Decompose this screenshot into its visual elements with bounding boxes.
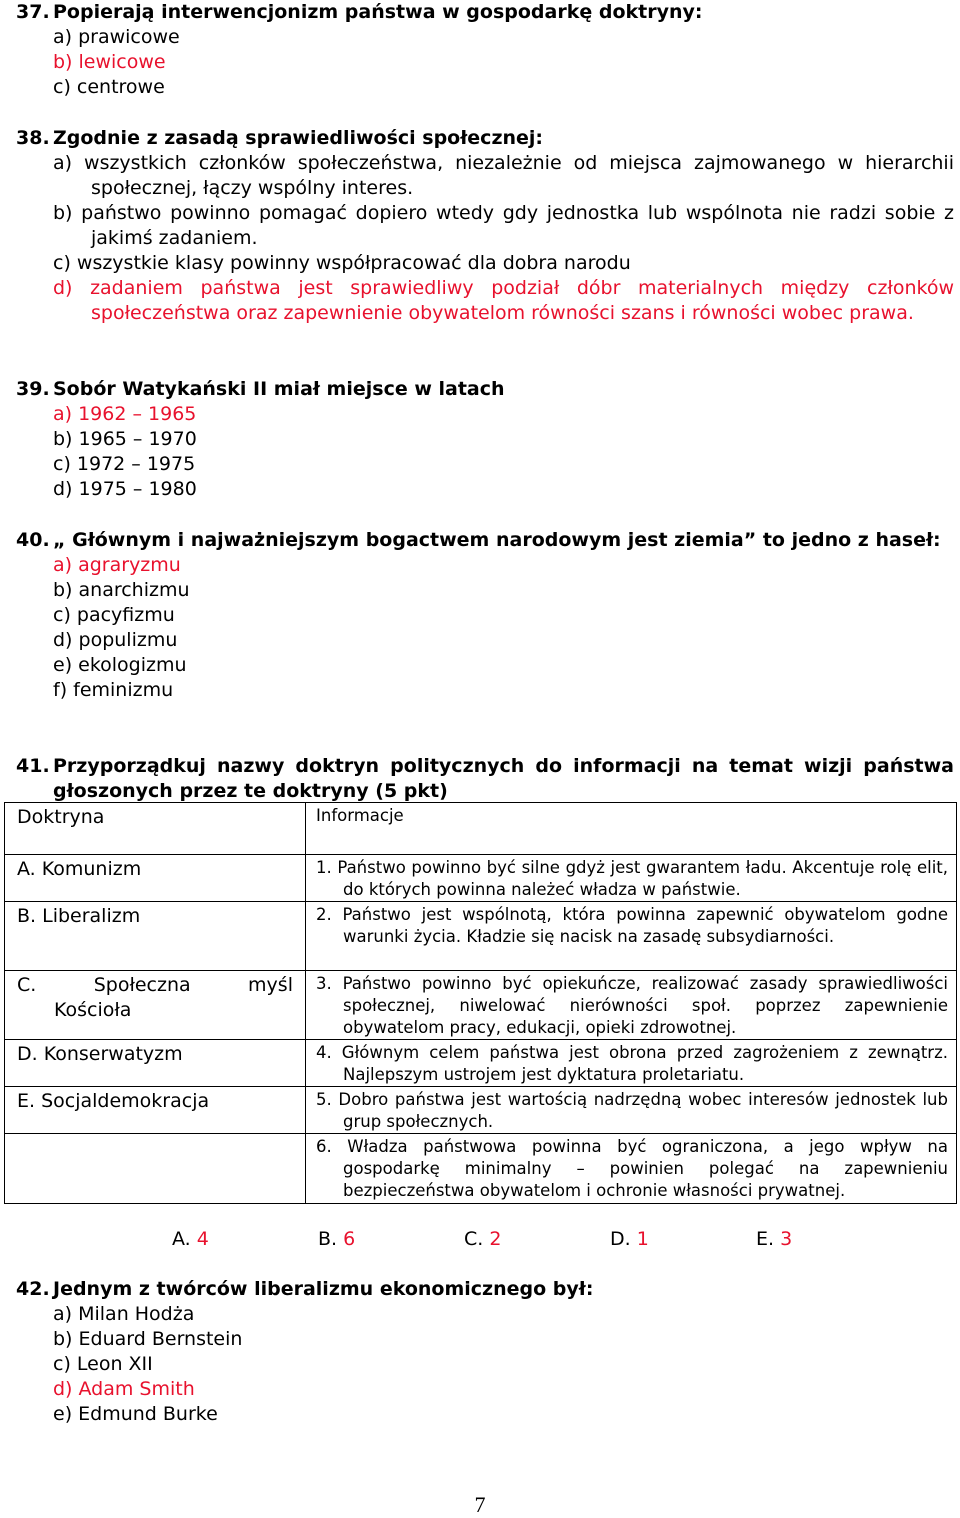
answer-value: 6 — [343, 1228, 356, 1250]
question-number: 40. — [16, 529, 50, 551]
option-d-correct: d) zadaniem państwa jest sprawiedliwy podział dóbr materialnych między członków społeczeństwa oraz zapewnienie obywatelom równości szans i równości wobec prawa. — [53, 277, 954, 324]
option-b: b) Eduard Bernstein — [53, 1328, 243, 1350]
answer-b: B. 6 — [318, 1228, 356, 1250]
table-row — [5, 1087, 957, 1134]
option-c: c) 1972 – 1975 — [53, 453, 196, 475]
doctrine-c-word2: myśl — [248, 974, 293, 996]
option-a: a) Milan Hodża — [53, 1303, 195, 1325]
answer-e: E. 3 — [756, 1228, 793, 1250]
question-39 — [16, 377, 954, 502]
question-38 — [16, 126, 954, 326]
question-41 — [16, 754, 954, 804]
table-header-row — [5, 803, 957, 855]
column-header-doctrine: Doktryna — [5, 803, 306, 855]
table-row — [5, 1040, 957, 1087]
option-b: b) 1965 – 1970 — [53, 428, 197, 450]
doctrine-cell: D. Konserwatyzm — [5, 1040, 306, 1087]
info-cell: 1. Państwo powinno być silne gdyż jest gwarantem ładu. Akcentuje rolę elit, do których powinna należeć władza w państwie. — [316, 858, 948, 899]
option-a: a) wszystkich członków społeczeństwa, niezależnie od miejsca zajmowanego w hierarchii społecznej, łączy wspólny interes. — [53, 152, 954, 199]
question-title: Popierają interwencjonizm państwa w gospodarkę doktryny: — [53, 1, 703, 23]
option-b: b) anarchizmu — [53, 579, 190, 601]
option-c: c) centrowe — [53, 76, 165, 98]
answer-d: D. 1 — [610, 1228, 649, 1250]
question-number: 41. — [16, 755, 50, 777]
page-number: 7 — [474, 1492, 486, 1517]
option-c: c) Leon XII — [53, 1353, 153, 1375]
option-e: e) Edmund Burke — [53, 1403, 218, 1425]
option-a-correct: a) agraryzmu — [53, 554, 181, 576]
table-row — [5, 902, 957, 971]
option-a-correct: a) 1962 – 1965 — [53, 403, 197, 425]
table-row — [5, 1134, 957, 1204]
option-c: c) wszystkie klasy powinny współpracować dla dobra narodu — [53, 252, 631, 274]
question-title: „ Głównym i najważniejszym bogactwem narodowym jest ziemia” to jedno z haseł: — [53, 529, 941, 551]
answer-value: 1 — [636, 1228, 649, 1250]
doctrine-c-word1: Społeczna — [93, 974, 191, 996]
answer-a: A. 4 — [172, 1228, 209, 1250]
doctrine-cell: A. Komunizm — [5, 855, 306, 902]
question-title: Przyporządkuj nazwy doktryn politycznych do informacji na temat wizji państwa głoszonych przez te doktryny (5 pkt) — [53, 755, 954, 802]
question-title: Jednym z twórców liberalizmu ekonomicznego był: — [53, 1278, 594, 1300]
option-b-correct: b) lewicowe — [53, 51, 166, 73]
question-37 — [16, 0, 954, 100]
question-40 — [16, 528, 954, 703]
info-cell: 5. Dobro państwa jest wartością nadrzędną wobec interesów jednostek lub grup społecznych. — [316, 1090, 948, 1131]
column-header-info: Informacje — [306, 803, 957, 855]
doctrine-c-letter: C. — [17, 974, 37, 996]
answer-value: 3 — [780, 1228, 793, 1250]
option-f: f) feminizmu — [53, 679, 174, 701]
option-e: e) ekologizmu — [53, 654, 187, 676]
question-42 — [16, 1277, 954, 1427]
answer-value: 4 — [196, 1228, 209, 1250]
doctrine-cell-empty — [5, 1134, 306, 1204]
question-title: Zgodnie z zasadą sprawiedliwości społecznej: — [53, 127, 544, 149]
option-d: d) 1975 – 1980 — [53, 478, 197, 500]
doctrine-cell: B. Liberalizm — [5, 902, 306, 971]
option-b: b) państwo powinno pomagać dopiero wtedy gdy jednostka lub wspólnota nie radzi sobie z jakimś zadaniem. — [53, 202, 954, 249]
option-c: c) pacyfizmu — [53, 604, 175, 626]
question-number: 42. — [16, 1278, 50, 1300]
info-cell: 6. Władza państwowa powinna być ograniczona, a jego wpływ na gospodarkę minimalny – powinien polegać na zapewnieniu bezpieczeństwa obywatelom i ochronie własności prywatnej. — [316, 1137, 948, 1200]
question-number: 38. — [16, 127, 50, 149]
table-row — [5, 855, 957, 902]
option-d-correct: d) Adam Smith — [53, 1378, 195, 1400]
answer-value: 2 — [489, 1228, 502, 1250]
answer-c: C. 2 — [464, 1228, 502, 1250]
question-title: Sobór Watykański II miał miejsce w latach — [53, 378, 505, 400]
option-a: a) prawicowe — [53, 26, 180, 48]
doctrine-matching-table — [4, 802, 957, 1204]
answer-key — [0, 1226, 960, 1252]
question-number: 39. — [16, 378, 50, 400]
doctrine-cell-c — [5, 971, 306, 1040]
option-d: d) populizmu — [53, 629, 178, 651]
info-cell: 4. Głównym celem państwa jest obrona przed zagrożeniem z zewnątrz. Najlepszym ustrojem jest dyktatura proletariatu. — [316, 1043, 948, 1084]
doctrine-cell: E. Socjaldemokracja — [5, 1087, 306, 1134]
table-row — [5, 971, 957, 1040]
info-cell: 3. Państwo powinno być opiekuńcze, realizować zasady sprawiedliwości społecznej, niwelować nierówności społ. poprzez zapewnienie obywatelom pracy, edukacji, opieki zdrowotnej. — [316, 974, 948, 1037]
info-cell: 2. Państwo jest wspólnotą, która powinna zapewnić obywatelom godne warunki życia. Kładzie się nacisk na zasadę subsydiarności. — [316, 905, 948, 946]
doctrine-c-word3: Kościoła — [54, 999, 132, 1021]
question-number: 37. — [16, 1, 50, 23]
